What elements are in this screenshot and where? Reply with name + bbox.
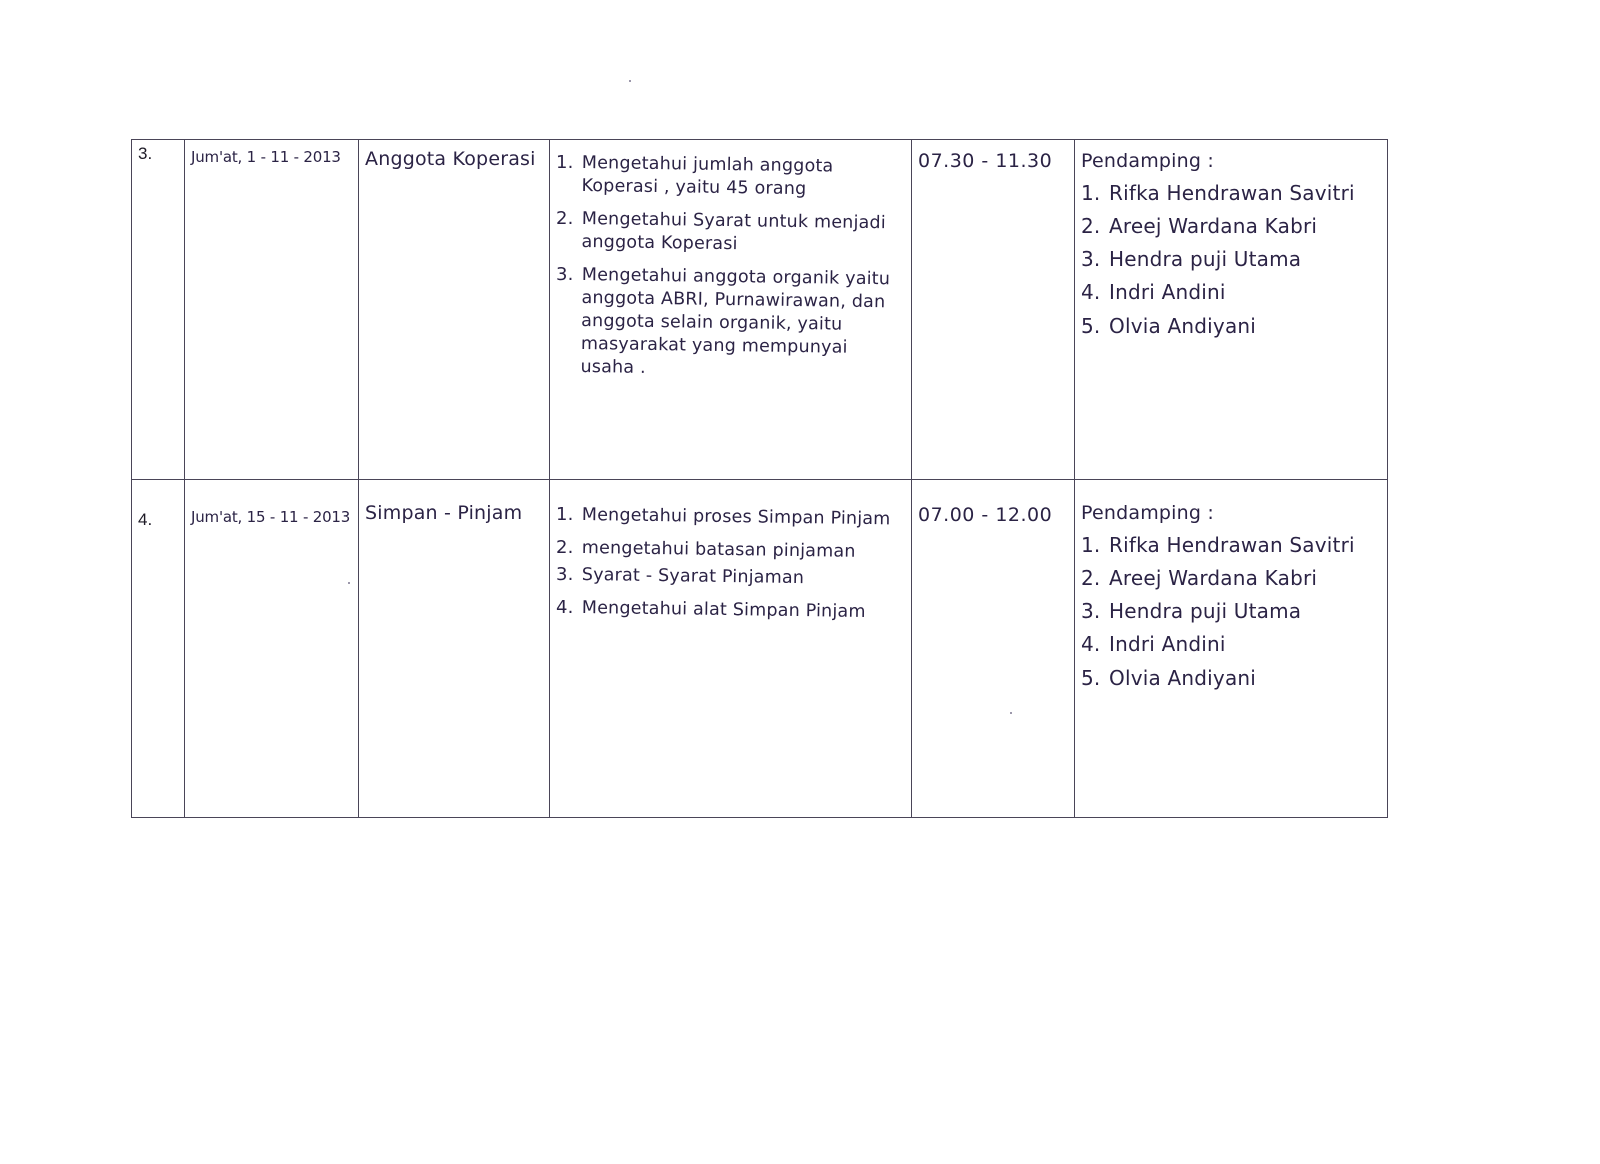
list-item [1081,595,1381,628]
item-number: 4. [1081,280,1101,305]
results-cell [550,480,912,818]
item-text: Syarat - Syarat Pinjaman [581,565,805,589]
item-number: 3. [1081,599,1101,624]
supervisor-name: Areej Wardana Kabri [1109,213,1318,238]
row-number: 4. [138,510,153,529]
row-number-cell [132,140,185,480]
supervisor-name: Olvia Andiyani [1109,665,1257,690]
time-text: 07.30 - 11.30 [918,150,1053,172]
list-item [1081,177,1381,210]
supervisor-cell [1075,480,1388,818]
item-text: Mengetahui proses Simpan Pinjam [581,504,891,530]
results-cell [550,140,912,480]
item-number: 1. [1081,532,1101,557]
topic-text: Anggota Koperasi [365,148,536,170]
table-row [132,140,1388,480]
list-item [1081,529,1381,562]
item-text: Mengetahui Syarat untuk menjadi anggota Koperasi [581,209,887,255]
time-cell [912,480,1075,818]
item-text: Mengetahui anggota organik yaitu anggota ABRI, Purnawirawan, dan anggota selain organik, yaitu masyarakat yang mempunyai usaha . [580,265,891,379]
time-text: 07.00 - 12.00 [918,504,1053,526]
item-text: Mengetahui alat Simpan Pinjam [581,598,866,623]
item-number: 2. [1081,213,1101,238]
supervisor-name: Rifka Hendrawan Savitri [1109,532,1355,557]
item-number: 1. [556,152,574,173]
list-item [556,152,905,198]
topic-text: Simpan - Pinjam [365,502,523,524]
item-number: 4. [1081,632,1101,657]
supervisor-name: Indri Andini [1109,632,1226,657]
list-item [1081,310,1381,343]
activity-log-table [131,139,1388,818]
row-number: 3. [138,144,153,163]
supervisor-name: Olvia Andiyani [1109,313,1257,338]
supervisor-list [1081,177,1381,343]
list-item [1081,276,1381,309]
date-cell [185,480,359,818]
item-number: 2. [556,208,574,230]
supervisor-name: Areej Wardana Kabri [1109,565,1318,590]
date-cell [185,140,359,480]
supervisor-name: Hendra puji Utama [1109,247,1302,272]
table-row [132,480,1388,818]
item-number: 5. [1081,313,1101,338]
date-text: Jum'at, 15 - 11 - 2013 [191,508,351,526]
item-number: 1. [1081,180,1101,205]
item-text: Mengetahui jumlah anggota Koperasi , yaitu 45 orang [581,152,834,200]
time-cell [912,140,1075,480]
list-item [556,564,905,587]
item-number: 3. [556,564,574,586]
supervisor-cell [1075,140,1388,480]
item-text: mengetahui batasan pinjaman [581,538,856,562]
item-number: 4. [556,597,574,619]
supervisor-list [1081,529,1381,695]
list-item [1081,562,1381,595]
supervisor-name: Hendra puji Utama [1109,599,1302,624]
supervisor-name: Rifka Hendrawan Savitri [1109,180,1355,205]
item-number: 2. [1081,565,1101,590]
item-number: 5. [1081,665,1101,690]
supervisor-label: Pendamping : [1081,150,1215,172]
item-number: 1. [556,504,574,525]
list-item [1081,662,1381,695]
scan-speck [629,80,631,82]
topic-cell [359,140,550,480]
list-item [556,504,905,530]
item-number: 3. [556,264,574,286]
list-item [1081,628,1381,661]
row-number-cell [132,480,185,818]
list-item [1081,210,1381,243]
results-list [556,504,905,623]
list-item [556,537,905,560]
date-text: Jum'at, 1 - 11 - 2013 [191,148,341,166]
supervisor-label: Pendamping : [1081,502,1215,524]
topic-cell [359,480,550,818]
results-list [556,152,905,380]
list-item [556,208,905,254]
list-item [556,264,905,379]
list-item [1081,243,1381,276]
supervisor-name: Indri Andini [1109,280,1226,305]
item-number: 3. [1081,247,1101,272]
item-number: 2. [556,537,574,559]
list-item [556,597,905,623]
